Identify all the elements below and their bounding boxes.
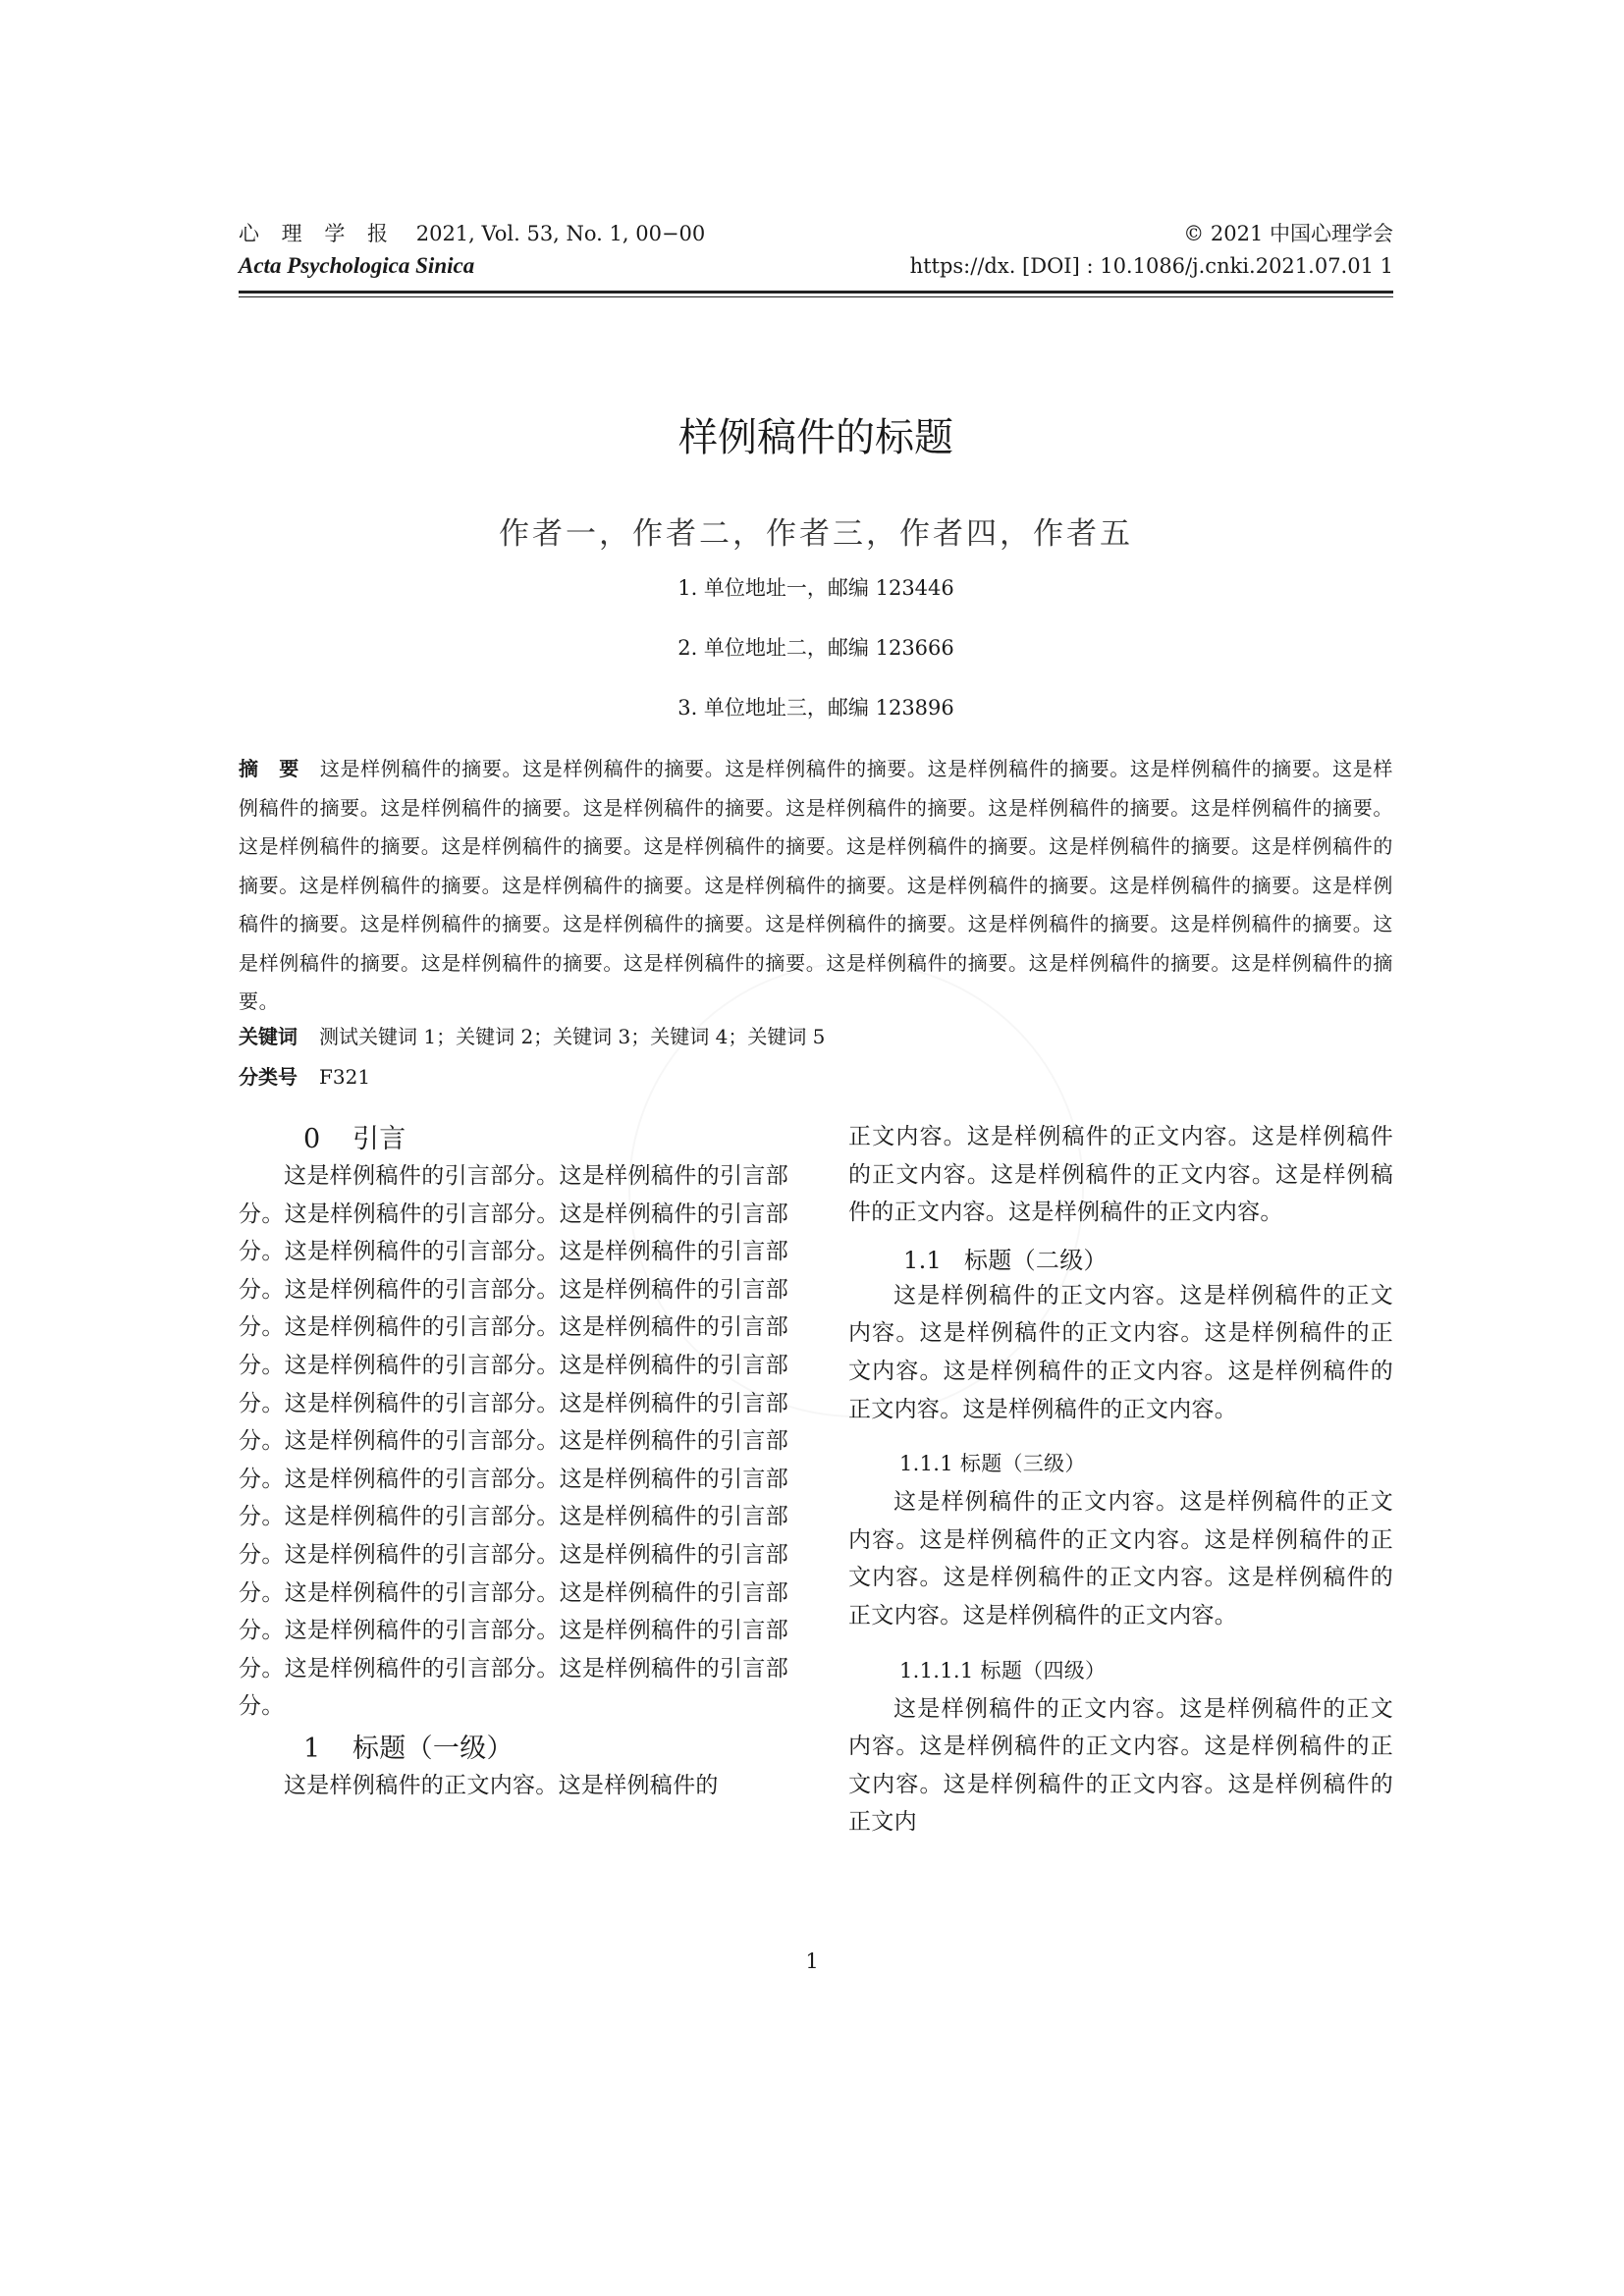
affiliation-2: 2. 单位地址二，邮编 123666: [677, 636, 954, 660]
section-number-1-1: 1.1: [903, 1246, 943, 1274]
header-left: [239, 218, 705, 247]
header-row-2: [239, 253, 1393, 285]
journal-name-cn: 心 理 学 报: [239, 222, 397, 245]
body-column-left: [239, 1118, 788, 1805]
section-paragraph-0: 这是样例稿件的引言部分。这是样例稿件的引言部分。这是样例稿件的引言部分。这是样例稿件的引言部分。这是样例稿件的引言部分。这是样例稿件的引言部分。这是样例稿件的引言部分。这是样例稿件的引言部分。这是样例稿件的引言部分。这是样例稿件的引言部分。这是样例稿件的引言部分。这是样例稿件的引言部分。这是样例稿件的引言部分。这是样例稿件的引言部分。这是样例稿件的引言部分。这是样例稿件的引言部分。这是样例稿件的引言部分。这是样例稿件的引言部分。这是样例稿件的引言部分。这是样例稿件的引言部分。这是样例稿件的引言部分。这是样例稿件的引言部分。这是样例稿件的引言部分。这是样例稿件的引言部分。这是样例稿件的引言部分。这是样例稿件的引言部分。这是样例稿件的引言部分。这是样例稿件的引言部分。: [239, 1163, 788, 1720]
section-paragraph-1-1: 这是样例稿件的正文内容。这是样例稿件的正文内容。这是样例稿件的正文内容。这是样例稿件的正文内容。这是样例稿件的正文内容。这是样例稿件的正文内容。这是样例稿件的正文内容。: [848, 1282, 1393, 1422]
header-rule-thin: [239, 296, 1393, 297]
journal-citation: 2021, Vol. 53, No. 1, 00−00: [415, 222, 706, 245]
doi[interactable]: https://dx. [DOI] : 10.1086/j.cnki.2021.07.01 1: [909, 254, 1393, 278]
keywords: [239, 1021, 1393, 1049]
journal-name-en: Acta Psychologica Sinica: [239, 253, 475, 278]
classification-label: 分类号: [239, 1065, 298, 1089]
abstract-label: 摘 要: [239, 757, 299, 780]
section-title-1: 标题（一级）: [352, 1733, 514, 1764]
header-rule-thick: [239, 291, 1393, 294]
section-number-0: 0: [303, 1124, 321, 1154]
section-heading-1-1-1-1: 1.1.1.1 标题（四级）: [899, 1658, 1107, 1682]
section-heading-1: [239, 1732, 788, 1767]
section-paragraph-1-start: 这是样例稿件的正文内容。这是样例稿件的: [284, 1772, 719, 1798]
copyright: © 2021 中国心理学会: [1183, 222, 1393, 245]
body-column-right: [848, 1118, 1393, 1842]
paper-title: 样例稿件的标题: [678, 415, 953, 460]
affiliation-1: 1. 单位地址一，邮编 123446: [677, 576, 954, 600]
section-title-1-1: 标题（二级）: [964, 1246, 1108, 1274]
section-title-0: 引言: [352, 1124, 406, 1154]
section-paragraph-1-1-1: 这是样例稿件的正文内容。这是样例稿件的正文内容。这是样例稿件的正文内容。这是样例稿件的正文内容。这是样例稿件的正文内容。这是样例稿件的正文内容。这是样例稿件的正文内容。: [848, 1489, 1393, 1629]
keywords-label: 关键词: [239, 1025, 298, 1048]
classification-text: F321: [319, 1065, 371, 1089]
keywords-text: 测试关键词 1；关键词 2；关键词 3；关键词 4；关键词 5: [319, 1025, 826, 1048]
abstract-text: 这是样例稿件的摘要。这是样例稿件的摘要。这是样例稿件的摘要。这是样例稿件的摘要。这是样例稿件的摘要。这是样例稿件的摘要。这是样例稿件的摘要。这是样例稿件的摘要。这是样例稿件的摘要。这是样例稿件的摘要。这是样例稿件的摘要。这是样例稿件的摘要。这是样例稿件的摘要。这是样例稿件的摘要。这是样例稿件的摘要。这是样例稿件的摘要。这是样例稿件的摘要。这是样例稿件的摘要。这是样例稿件的摘要。这是样例稿件的摘要。这是样例稿件的摘要。这是样例稿件的摘要。这是样例稿件的摘要。这是样例稿件的摘要。这是样例稿件的摘要。这是样例稿件的摘要。这是样例稿件的摘要。这是样例稿件的摘要。这是样例稿件的摘要。这是样例稿件的摘要。这是样例稿件的摘要。这是样例稿件的摘要。这是样例稿件的摘要。这是样例稿件的摘要。: [239, 757, 1393, 1013]
section-paragraph-1-1-1-1: 这是样例稿件的正文内容。这是样例稿件的正文内容。这是样例稿件的正文内容。这是样例稿件的正文内容。这是样例稿件的正文内容。这是样例稿件的正文内: [848, 1695, 1393, 1836]
header-row-1: [239, 218, 1393, 249]
classification: [239, 1061, 1393, 1090]
section-paragraph-1-cont: 正文内容。这是样例稿件的正文内容。这是样例稿件的正文内容。这是样例稿件的正文内容。这是样例稿件的正文内容。这是样例稿件的正文内容。: [848, 1124, 1393, 1226]
author-list: 作者一，作者二，作者三，作者四，作者五: [499, 516, 1133, 552]
section-number-1: 1: [303, 1733, 321, 1764]
running-header: [239, 218, 1393, 297]
page-number: 1: [805, 1949, 819, 1973]
section-heading-0: [239, 1122, 788, 1157]
section-heading-1-1-1: 1.1.1 标题（三级）: [899, 1452, 1086, 1476]
affiliation-3: 3. 单位地址三，邮编 123896: [677, 696, 954, 720]
abstract: [239, 750, 1393, 1022]
section-heading-1-1: [848, 1244, 1393, 1277]
